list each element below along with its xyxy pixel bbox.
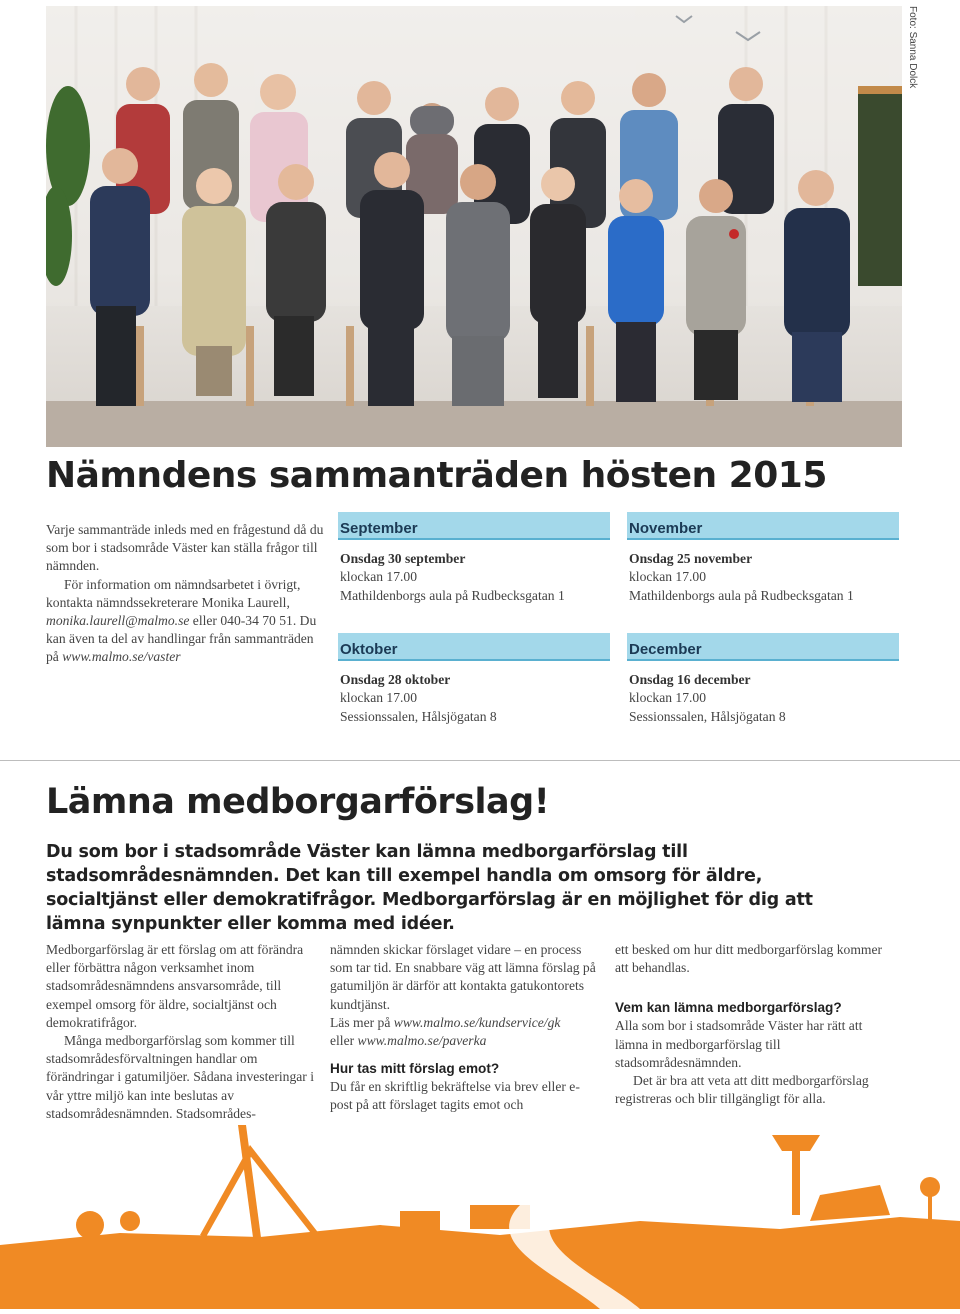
group-photo: [46, 6, 902, 447]
website-link[interactable]: www.malmo.se/vaster: [62, 649, 181, 665]
text-column-1: [46, 941, 314, 1123]
email-link[interactable]: monika.laurell@malmo.se: [46, 613, 190, 629]
body-paragraph: Du får en skriftlig bekräftelse via brev eller e-post på att förslaget tagits emot och: [330, 1079, 580, 1113]
section-title: Lämna medborgarförslag!: [46, 782, 550, 822]
body-paragraph: ett besked om hur ditt medborgarförslag kommer att behandlas.: [615, 942, 883, 976]
meeting-time: klockan 17.00: [340, 690, 418, 705]
section-lead: Du som bor i stadsområde Väster kan lämna medborgarförslag till stadsområdesnämnden. Det kan till exempel handla om omsorg för äldre, socialtjänst eller demokratifrågor. Medborgarförslag är en möjlighet för dig att lämna synpunkter eller komma med idéer.: [46, 842, 813, 934]
intro-text: [46, 521, 328, 667]
intro-paragraph-1: Varje sammanträde inleds med en frågestund då du som bor i stadsområde Väster kan ställa frågor till nämnden.: [46, 522, 324, 574]
meeting-day: Onsdag 16 december: [629, 672, 751, 687]
text-column-3: [615, 941, 883, 1108]
text-column-2: [330, 941, 598, 1115]
intro-paragraph-2: För information om nämndsarbetet i övrigt, kontakta nämndssekreterare Monika Laurell, monika.laurell@malmo.se eller 040-34 70 51. Du kan även ta del av handlingar från sammanträden på www.malmo.se/vaster: [46, 576, 317, 665]
kundservice-link[interactable]: www.malmo.se/kundservice/gk: [393, 1014, 561, 1030]
meeting-month-header: September: [338, 512, 610, 540]
body-paragraph: Alla som bor i stadsområde Väster har rätt att lämna in medborgarförslag till stadsområdesnämnden.: [615, 1018, 863, 1070]
cityscape-icon: [0, 1125, 960, 1309]
meeting-time: klockan 17.00: [629, 690, 707, 705]
meeting-day: Onsdag 28 oktober: [340, 672, 451, 687]
footer-cityscape-illustration: [0, 1125, 960, 1309]
meeting-month-header: December: [627, 633, 899, 661]
meeting-month-header: November: [627, 512, 899, 540]
body-paragraph: Många medborgarförslag som kommer till stadsområdesförvaltningen handlar om förändringar i gatumiljöer. Sådana investeringar i vår yttre miljö kan inte beslutas av stadsområdesnämnden. Stadsområdes-: [46, 1033, 315, 1121]
meeting-time: klockan 17.00: [629, 569, 707, 584]
meeting-place: Mathildenborgs aula på Rudbecksgatan 1: [340, 588, 565, 603]
subheading: Hur tas mitt förslag emot?: [330, 1061, 500, 1077]
meeting-month-header: Oktober: [338, 633, 610, 661]
meeting-time: klockan 17.00: [340, 569, 418, 584]
meeting-december: [627, 633, 899, 727]
meeting-place: Sessionssalen, Hålsjögatan 8: [340, 709, 497, 724]
paverka-link[interactable]: www.malmo.se/paverka: [357, 1033, 487, 1049]
body-paragraph: nämnden skickar förslaget vidare – en process som tar tid. En snabbare väg att lämna förslag på gatumiljön är därför att kontakta gatukontorets kundtjänst.: [330, 942, 596, 1012]
meeting-day: Onsdag 30 september: [340, 551, 466, 566]
section-divider: [0, 760, 960, 761]
meeting-october: [338, 633, 610, 727]
read-more-line: Läs mer på www.malmo.se/kundservice/gk: [330, 1014, 561, 1030]
meeting-september: [338, 512, 610, 606]
meeting-place: Mathildenborgs aula på Rudbecksgatan 1: [629, 588, 854, 603]
body-paragraph: Medborgarförslag är ett förslag om att förändra eller förbättra någon verksamhet inom stadsområdesnämndens ansvarsområde, till exempel omsorg för äldre, socialtjänst och demokratifrågor.: [46, 942, 304, 1030]
meeting-day: Onsdag 25 november: [629, 551, 753, 566]
body-paragraph: Det är bra att veta att ditt medborgarförslag registreras och blir tillgängligt för alla.: [615, 1073, 869, 1107]
page-title: Nämndens sammanträden hösten 2015: [46, 455, 827, 496]
meeting-november: [627, 512, 899, 606]
group-photo-illustration: [46, 6, 902, 447]
or-line: eller www.malmo.se/paverka: [330, 1033, 487, 1049]
meeting-place: Sessionssalen, Hålsjögatan 8: [629, 709, 786, 724]
photo-credit: Foto: Sanna Dolck: [907, 6, 918, 89]
subheading: Vem kan lämna medborgarförslag?: [615, 1000, 842, 1016]
